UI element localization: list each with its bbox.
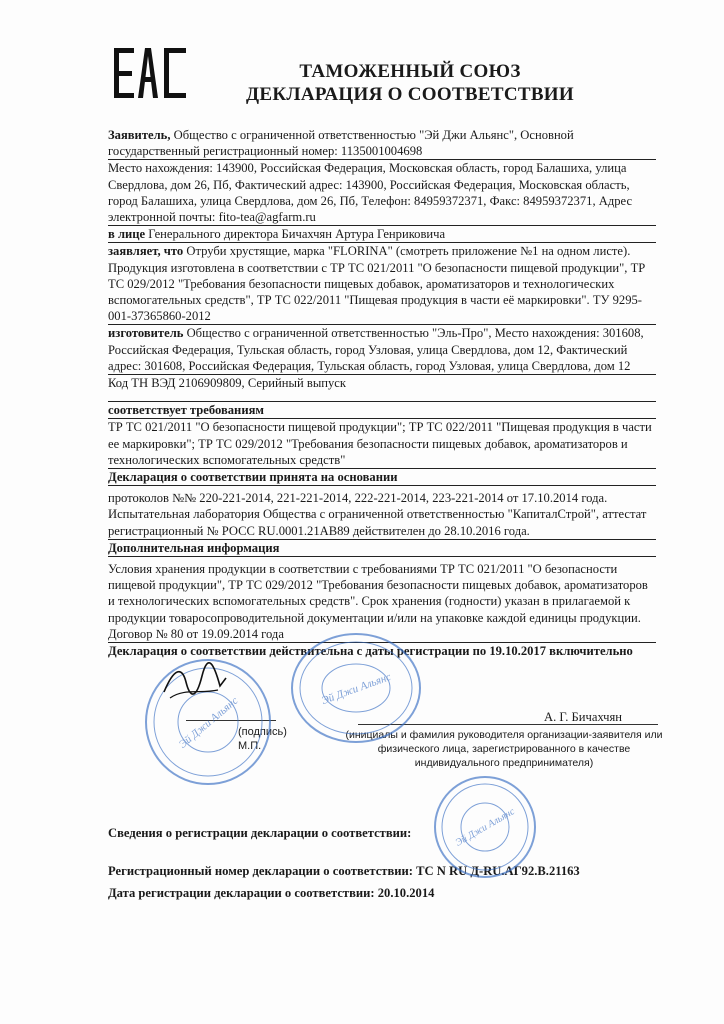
- declares-section: [108, 243, 656, 324]
- eac-logo: [112, 44, 194, 102]
- registration-heading: Сведения о регистрации декларации о соответствии:: [108, 826, 412, 840]
- manufacturer-section: [108, 325, 656, 374]
- director-line: [108, 226, 656, 242]
- additional-text: Условия хранения продукции в соответствии с требованиями ТР ТС 021/2011 "О безопасности пищевой продукции", ТР ТС 029/2012 "Требования безопасности пищевых добавок, ароматизаторов и технологических вспомогательных средств". Срок хранения (годности) указан в прилагаемой к продукции товаросопроводительной документации и/или на упаковке каждой единицы продукции. Договор № 80 от 19.09.2014 года: [108, 562, 648, 641]
- director-text: Генерального директора Бичахчян Артура Генриковича: [145, 227, 446, 242]
- conforms-label: соответствует требованиям: [108, 403, 264, 418]
- svg-text:Эй Джи Альянс: Эй Джи Альянс: [320, 670, 393, 708]
- company-seal-stamp-2: [286, 628, 426, 748]
- signer-caption: (инициалы и фамилия руководителя организации-заявителя или физического лица, зарегистрированного в качестве индивидуального предпринимателя): [345, 729, 663, 769]
- company-seal-stamp-3: [430, 772, 540, 882]
- manufacturer-text: Общество с ограниченной ответственностью "Эль-Про", Место нахождения: 301608, Российская Федерация, Тульская область, город Узловая, улица Свердлова, дом 12, Фактический адрес: 301608, Российская Федерация, Тульская область, город Узловая, улица Свердлова, дом 12: [108, 326, 644, 373]
- svg-text:Эй Джи Альянс: Эй Джи Альянс: [453, 806, 517, 849]
- signer-name: А. Г. Бичахчян: [544, 710, 622, 724]
- applicant-label: Заявитель,: [108, 128, 171, 142]
- basis-label: Декларация о соответствии принята на основании: [108, 470, 398, 485]
- svg-text:Эй Джи Альянс: Эй Джи Альянс: [176, 694, 241, 751]
- applicant-section: [108, 127, 656, 159]
- applicant-text: Общество с ограниченной ответственностью "Эй Джи Альянс", Основной государственный регистрационный номер: 1135001004698: [108, 128, 574, 159]
- registration-date: Дата регистрации декларации о соответствии: 20.10.2014: [108, 886, 435, 900]
- seal-label: М.П.: [238, 740, 262, 752]
- declaration-body: [108, 127, 656, 659]
- basis-text: протоколов №№ 220-221-2014, 221-221-2014, 222-221-2014, 223-221-2014 от 17.10.2014 года. Испытательная лаборатория Общества с ограниченной ответственностью "КапиталСтрой", аттестат регистрационный № РОСС RU.0001.21АВ89 действителен до 28.10.2016 года.: [108, 491, 647, 538]
- conforms-text: ТР ТС 021/2011 "О безопасности пищевой продукции"; ТР ТС 022/2011 "Пищевая продукция в части ее маркировки"; ТР ТС 029/2012 "Требования безопасности пищевых добавок, ароматизаторов и технологических вспомогательных средств": [108, 420, 652, 467]
- header-title-2: ДЕКЛАРАЦИЯ О СООТВЕТСТВИИ: [246, 84, 574, 105]
- director-label: в лице: [108, 227, 146, 242]
- header-title-1: ТАМОЖЕННЫЙ СОЮЗ: [299, 61, 521, 82]
- declares-label: заявляет, что: [108, 244, 184, 259]
- registration-number: Регистрационный номер декларации о соответствии: ТС N RU Д-RU.АГ92.В.21163: [108, 864, 580, 878]
- signature-label: (подпись): [238, 726, 287, 738]
- declares-text: Отруби хрустящие, марка "FLORINA" (смотреть приложение №1 на одном листе). Продукция изготовлена в соответствии с ТР ТС 021/2011 "О безопасности пищевой продукции", ТР ТС 029/2012 "Требования безопасности пищевых добавок, ароматизаторов и технологических вспомогательных средств", ТР ТС 022/2011 "Пищевая продукция в части её маркировки". ТУ 9295-001-37365860-2012: [108, 244, 646, 324]
- handwritten-signature: [160, 658, 230, 708]
- tn-ved-code: Код ТН ВЭД 2106909809, Серийный выпуск: [108, 376, 347, 391]
- additional-label: Дополнительная информация: [108, 540, 280, 555]
- manufacturer-label: изготовитель: [108, 326, 184, 341]
- validity-text: Декларация о соответствии действительна с даты регистрации по 19.10.2017 включительно: [108, 644, 633, 659]
- applicant-address: Место нахождения: 143900, Российская Федерация, Московская область, город Балашиха, улица Свердлова, дом 26, Пб, Фактический адрес: 143900, Российская Федерация, Московская область, город Балашиха, улица Свердлова, дом 26, Пб, Телефон: 84959372371, Факс: 84959372371, Адрес электронной почты: fito-tea@agfarm.ru: [108, 161, 633, 225]
